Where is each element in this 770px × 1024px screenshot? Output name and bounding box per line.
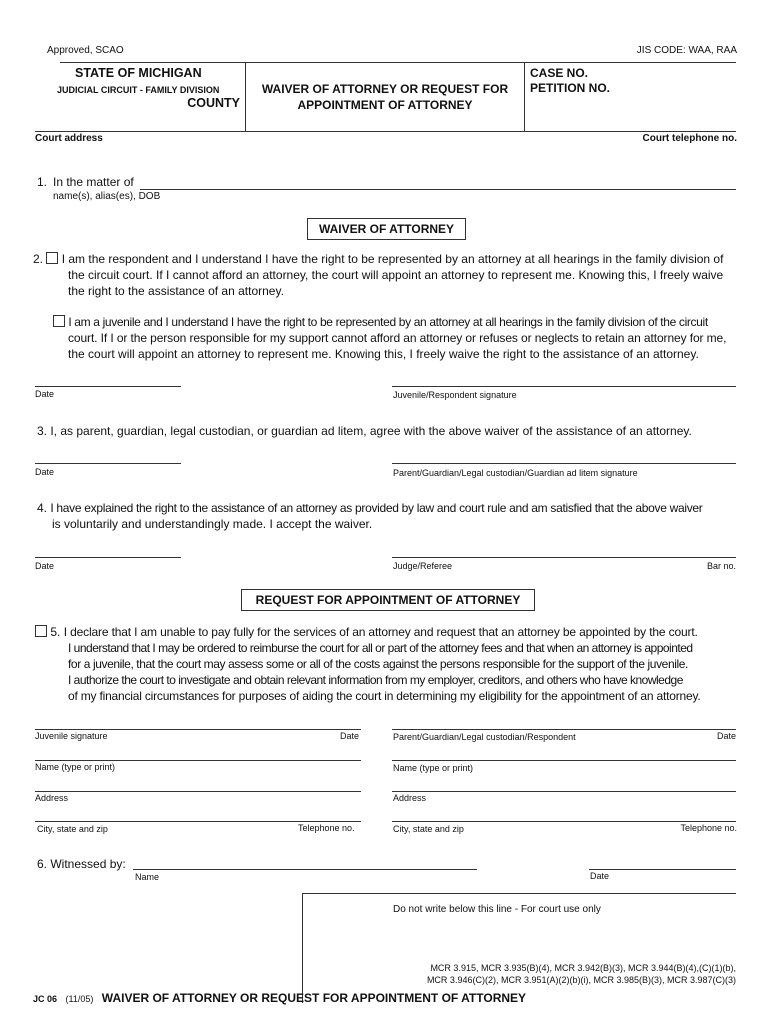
date2-line[interactable] — [35, 463, 181, 464]
juvenile-signature-line[interactable] — [35, 729, 361, 730]
request-text-line5: of my financial circumstances for purposes of aiding the court in determining my eligibility for the appointment of an attorney. — [68, 689, 701, 703]
item4-paragraph — [37, 500, 736, 532]
juvenile-checkbox[interactable] — [53, 315, 65, 327]
witness-date-line[interactable] — [589, 869, 736, 870]
approved-label: Approved, SCAO — [47, 45, 124, 56]
name-left-line[interactable] — [35, 760, 361, 761]
matter-of-line[interactable] — [140, 189, 736, 190]
request-paragraph — [35, 624, 736, 704]
form-title-line2: APPOINTMENT OF ATTORNEY — [297, 98, 473, 112]
witness-name-label: Name — [135, 872, 160, 882]
form-footer — [33, 989, 526, 1007]
request-text-line2: I understand that I may be ordered to reimburse the court for all or part of the attorney fees and that when an attorney is appointed — [68, 641, 693, 655]
item4-number: 4. — [37, 501, 48, 515]
city-right-label: City, state and zip — [393, 824, 464, 834]
court-telephone-label: Court telephone no. — [642, 133, 737, 144]
date3-label: Date — [35, 561, 55, 571]
juvenile-text-line2: court. If I or the person responsible for my support cannot afford an attorney or refuses or neglects to retain an attorney for me, — [68, 331, 727, 345]
case-no-label: CASE NO. — [530, 66, 589, 80]
witnessed-by-label: 6. Witnessed by: — [37, 857, 126, 871]
juvenile-waiver-paragraph — [53, 314, 736, 362]
request-text-line1: I declare that I am unable to pay fully for the services of an attorney and request that an attorney be appointed by the court. — [63, 625, 698, 639]
petition-no-label: PETITION NO. — [530, 81, 611, 95]
parent-signature-line[interactable] — [392, 729, 736, 730]
address-right-line[interactable] — [392, 791, 736, 792]
circuit-label: JUDICIAL CIRCUIT - FAMILY DIVISION — [57, 85, 220, 95]
name-left-label: Name (type or print) — [35, 762, 116, 772]
mcr-citation-line2: MCR 3.946(C)(2), MCR 3.951(A)(2)(b)(i), MCR 3.985(B)(3), MCR 3.987(C)(3) — [426, 975, 736, 985]
judge-line[interactable] — [392, 557, 736, 558]
caption-divider-right — [524, 62, 525, 131]
name-right-line[interactable] — [392, 760, 736, 761]
caption-bottom-rule — [35, 131, 736, 132]
bar-no-label: Bar no. — [706, 561, 736, 571]
form-revision-date: (11/05) — [65, 994, 94, 1004]
parent-date-label: Date — [716, 731, 736, 741]
respondent-text-line1: I am the respondent and I understand I have the right to be represented by an attorney at all hearings in the family division of — [61, 252, 724, 266]
juvenile-signature-label: Juvenile signature — [35, 731, 108, 741]
city-left-line[interactable] — [35, 821, 361, 822]
form-id: JC 06 — [33, 994, 58, 1004]
juvenile-text-line1: I am a juvenile and I understand I have the right to be represented by an attorney at all hearings in the family division of the circuit — [68, 315, 708, 329]
sig1-label: Juvenile/Respondent signature — [393, 390, 517, 400]
court-use-left-rule — [302, 893, 303, 1003]
caption-top-rule — [60, 62, 736, 63]
respondent-waiver-paragraph — [33, 251, 736, 299]
juvenile-text-line3: the court will appoint an attorney to represent me. Knowing this, I freely waive the right to the assistance of an attorney. — [68, 347, 699, 361]
jis-code: JIS CODE: WAA, RAA — [636, 45, 737, 56]
item1-number: 1. — [37, 175, 48, 189]
date1-label: Date — [35, 389, 55, 399]
county-label: COUNTY — [187, 96, 240, 110]
parent-signature-label: Parent/Guardian/Legal custodian/Respondent — [393, 732, 576, 742]
form-title-line1: WAIVER OF ATTORNEY OR REQUEST FOR — [261, 82, 509, 96]
court-address-label: Court address — [35, 133, 103, 144]
request-heading: REQUEST FOR APPOINTMENT OF ATTORNEY — [241, 589, 535, 611]
item4-text-line2: is voluntarily and understandingly made. I accept the waiver. — [52, 517, 373, 531]
address-right-label: Address — [393, 793, 427, 803]
state-label: STATE OF MICHIGAN — [75, 66, 202, 80]
city-left-label: City, state and zip — [37, 824, 108, 834]
witness-date-label: Date — [590, 871, 610, 881]
mcr-citation-line1: MCR 3.915, MCR 3.935(B)(4), MCR 3.942(B)(3), MCR 3.944(B)(4),(C)(1)(b), — [430, 963, 736, 973]
item3-text: 3. I, as parent, guardian, legal custodian, or guardian ad litem, agree with the above waiver of the assistance of an attorney. — [37, 424, 692, 438]
date1-line[interactable] — [35, 386, 181, 387]
waiver-heading: WAIVER OF ATTORNEY — [307, 218, 466, 240]
date3-line[interactable] — [35, 557, 181, 558]
telephone-right-label: Telephone no. — [680, 823, 737, 833]
court-use-top-rule — [302, 893, 736, 894]
matter-of-label: In the matter of — [53, 175, 134, 189]
witness-name-line[interactable] — [133, 869, 477, 870]
matter-of-sublabel: name(s), alias(es), DOB — [53, 191, 161, 202]
sig2-line[interactable] — [392, 463, 736, 464]
respondent-text-line3: the right to the assistance of an attorney. — [68, 284, 284, 298]
address-left-label: Address — [35, 793, 69, 803]
sig1-line[interactable] — [392, 386, 736, 387]
request-text-line3: for a juvenile, that the court may assess some or all of the costs against the persons responsible for the support of the juvenile. — [68, 657, 688, 671]
item5-number: 5. — [50, 625, 61, 639]
address-left-line[interactable] — [35, 791, 361, 792]
item2-number: 2. — [33, 252, 44, 266]
respondent-text-line2: the circuit court. If I cannot afford an attorney, the court will appoint an attorney to represent me. Knowing this, I freely waive — [68, 268, 724, 282]
request-checkbox[interactable] — [35, 625, 47, 637]
date2-label: Date — [35, 467, 55, 477]
court-use-note: Do not write below this line - For court use only — [393, 904, 601, 915]
city-right-line[interactable] — [392, 821, 736, 822]
caption-divider-left — [245, 62, 246, 131]
respondent-checkbox[interactable] — [46, 252, 58, 264]
juvenile-date-label: Date — [340, 731, 360, 741]
telephone-left-label: Telephone no. — [298, 823, 355, 833]
name-right-label: Name (type or print) — [393, 763, 474, 773]
footer-form-title: WAIVER OF ATTORNEY OR REQUEST FOR APPOINTMENT OF ATTORNEY — [101, 991, 527, 1005]
sig2-label: Parent/Guardian/Legal custodian/Guardian ad litem signature — [393, 468, 638, 478]
request-text-line4: I authorize the court to investigate and obtain relevant information from my employer, creditors, and others who have knowledge — [68, 673, 683, 687]
judge-label: Judge/Referee — [393, 561, 453, 571]
item4-text-line1: I have explained the right to the assistance of an attorney as provided by law and court rule and am satisfied that the above waiver — [50, 501, 703, 515]
